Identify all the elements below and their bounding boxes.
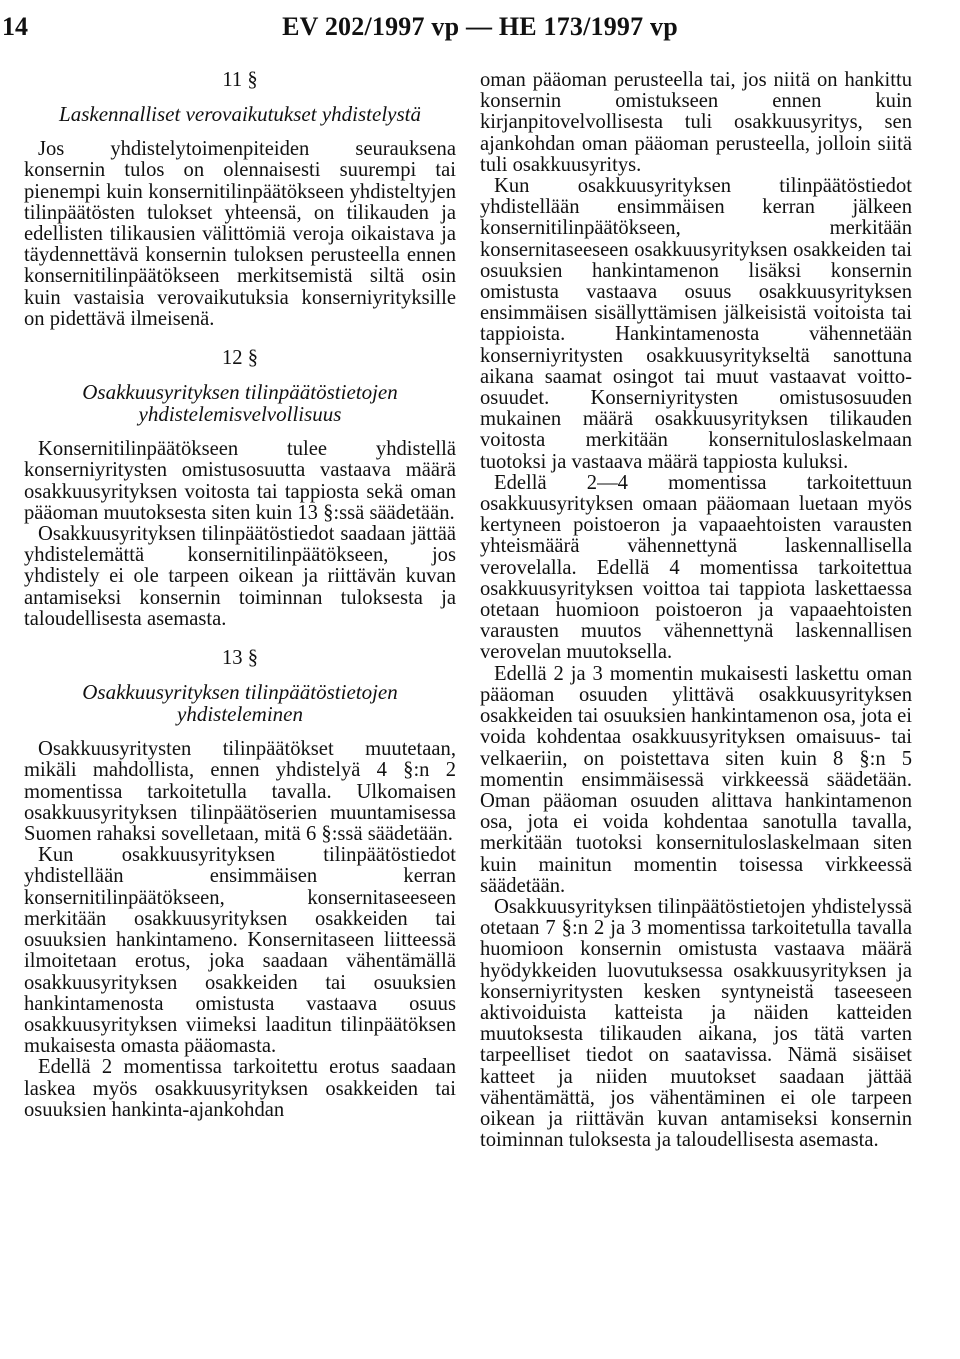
section-11-paragraph: Jos yhdistelytoimenpiteiden seurauksena konsernin tulos on olennaisesti suurempi tai pienempi kuin konsernitilinpäätökseen yhdisteltyjen tilinpäätösten tulokset yhteensä, on tilikauden ja edellisten tilikausien välittömiä veroja oikaistava ja täydennettävä konsernin tuloksen perusteella ennen konsernitilinpäätökseen merkitsemistä siltä osin kuin vastaisia verovaikutuksia konserniyrityksille on pidettävä ilmeisenä. <box>24 138 456 330</box>
section-12-paragraph-1: Konsernitilinpäätökseen tulee yhdistellä konserniyritysten omistusosuutta vastaava määrä osakkuusyrityksen voitosta tai tappiosta sekä oman pääoman muutoksesta siten kuin 13 §:ssä säädetään. <box>24 438 456 524</box>
section-13-paragraph-3: Edellä 2 momentissa tarkoitettu erotus saadaan laskea myös osakkuusyrityksen osakkeiden tai osuuksien hankinta-ajankohdan <box>24 1056 456 1121</box>
section-13-paragraph-1: Osakkuusyritysten tilinpäätökset muutetaan, mikäli mahdollista, ennen yhdistelyä 4 §:n 2 momentissa tarkoitetulla tavalla. Ulkomaisen osakkuusyrityksen tilinpäätöserien muuntamisessa Suomen rahaksi sovelletaan, mitä 6 §:ssä säädetään. <box>24 738 456 846</box>
section-11-title: Laskennalliset verovaikutukset yhdistelystä <box>59 102 421 127</box>
right-paragraph-3: Edellä 2—4 momentissa tarkoitettuun osakkuusyrityksen omaan pääomaan luetaan myös kertyneen poistoeron ja vapaaehtoisten varausten yhteismäärä vähennettynä laskennallisella verovelalla. Edellä 4 momentissa tarkoitettua osakkuusyrityksen voittoa tai tappiota laskettaessa otetaan huomioon poistoeron ja vapaaehtoisten varausten muutos vähennettynä laskennallisen verovelan muutoksella. <box>480 471 912 664</box>
section-12-paragraph-2: Osakkuusyrityksen tilinpäätöstiedot saadaan jättää yhdistelemättä konsernitilinpäätökseen, jos yhdistely ei ole tarpeen oikean ja riittävän kuvan antamiseksi konsernin toiminnan tuloksesta ja taloudellisesta asemasta. <box>24 523 456 630</box>
right-paragraph-5: Osakkuusyrityksen tilinpäätöstietojen yhdistelyssä otetaan 7 §:n 2 ja 3 momentissa tarkoitetulla tavalla huomioon konsernin omistusta vastaava määrä hyödykkeiden luovutuksessa osakkuusyrityksen ja konserniyritysten kesken syntyneistä taseeseen aktivoiduista katteista ja näiden katteiden muutoksesta tilikauden aikana, jos tätä varten tarpeelliset tiedot on saatavissa. Nämä sisäiset katteet ja niiden muutokset saadaan jättää vähentämättä, jos vähentäminen ei ole tarpeen oikean ja riittävän kuvan antamiseksi konsernin toiminnan tuloksesta ja taloudellisesta asemasta. <box>480 895 912 1152</box>
left-column <box>24 70 456 1121</box>
right-paragraph-1: oman pääoman perusteella tai, jos niitä on hankittu konsernin omistukseen ennen kuin kirjanpitovelvollisesta tuli osakkuusyritys, sen ajankohdan oman pääoman perusteella, jolloin siitä tuli osakkuusyritys. <box>480 69 912 176</box>
document-title: EV 202/1997 vp — HE 173/1997 vp <box>282 12 678 41</box>
section-11-number: 11 § <box>222 69 258 91</box>
section-13-title: Osakkuusyrityksen tilinpäätöstietojen yhdisteleminen <box>82 680 398 727</box>
right-paragraph-2: Kun osakkuusyrityksen tilinpäätöstiedot yhdistellään ensimmäisen kerran jälkeen konsernitilinpäätökseen, merkitään konsernitaseeseen osakkuusyrityksen osakkeiden tai osuuksien hankintamenon lisäksi konsernin omistusta vastaava osuus osakkuusyrityksen ensimmäisen sisällyttämisen jälkeisistä voitoista tai tappioista. Hankintamenosta vähennetään konserniyritysten osakkuusyritykseltä sanottuna aikana saamat osingot tai muut vastaavat voitto-osuudet. Konserniyritysten omistusosuuden mukainen määrä osakkuusyrityksen tilikauden voitosta merkitään konsernituloslaskelmaan tuotoksi ja vastaava määrä tappiosta kuluksi. <box>480 175 912 473</box>
section-13-number: 13 § <box>221 647 259 670</box>
section-13-paragraph-2: Kun osakkuusyrityksen tilinpäätöstiedot yhdistellään ensimmäisen kerran konsernitilinpäätökseen, konsernitaseeseen merkitään osakkuusyrityksen osakkeiden tai osuuksien hankintameno. Konsernitaseen liitteessä ilmoitetaan erotus, joka saadaan vähentämällä osakkuusyrityksen osakkeiden tai osuuksien hankintamenosta omistusta vastaava osuus osakkuusyrityksen viimeksi laaditun tilinpäätöksen mukaisesta omasta pääomasta. <box>24 844 456 1058</box>
section-12-number: 12 § <box>221 347 259 370</box>
right-column <box>480 70 912 1151</box>
section-12-title: Osakkuusyrityksen tilinpäätöstietojen yhdistelemisvelvollisuus <box>82 380 398 427</box>
page-header <box>0 4 960 48</box>
right-paragraph-4: Edellä 2 ja 3 momentin mukaisesti laskettu oman pääoman osuuden ylittävä osakkuusyrityksen osakkeiden tai osuuksien hankintamenon osa, jota ei voida kohdentaa osakkuusyrityksen omaisuus- tai velkaeriin, on poistettava siten kuin 8 §:n 5 momentin ensimmäisessä virkkeessä säädetään. Oman pääoman osuuden alittava hankintamenon osa, jota ei voida kohdentaa sanotulla tavalla, merkitään tuotoksi konsernituloslaskelmaan siten kuin mainitun momentin toisessa virkkeessä säädetään. <box>480 662 912 897</box>
page-number: 14 <box>2 12 28 41</box>
